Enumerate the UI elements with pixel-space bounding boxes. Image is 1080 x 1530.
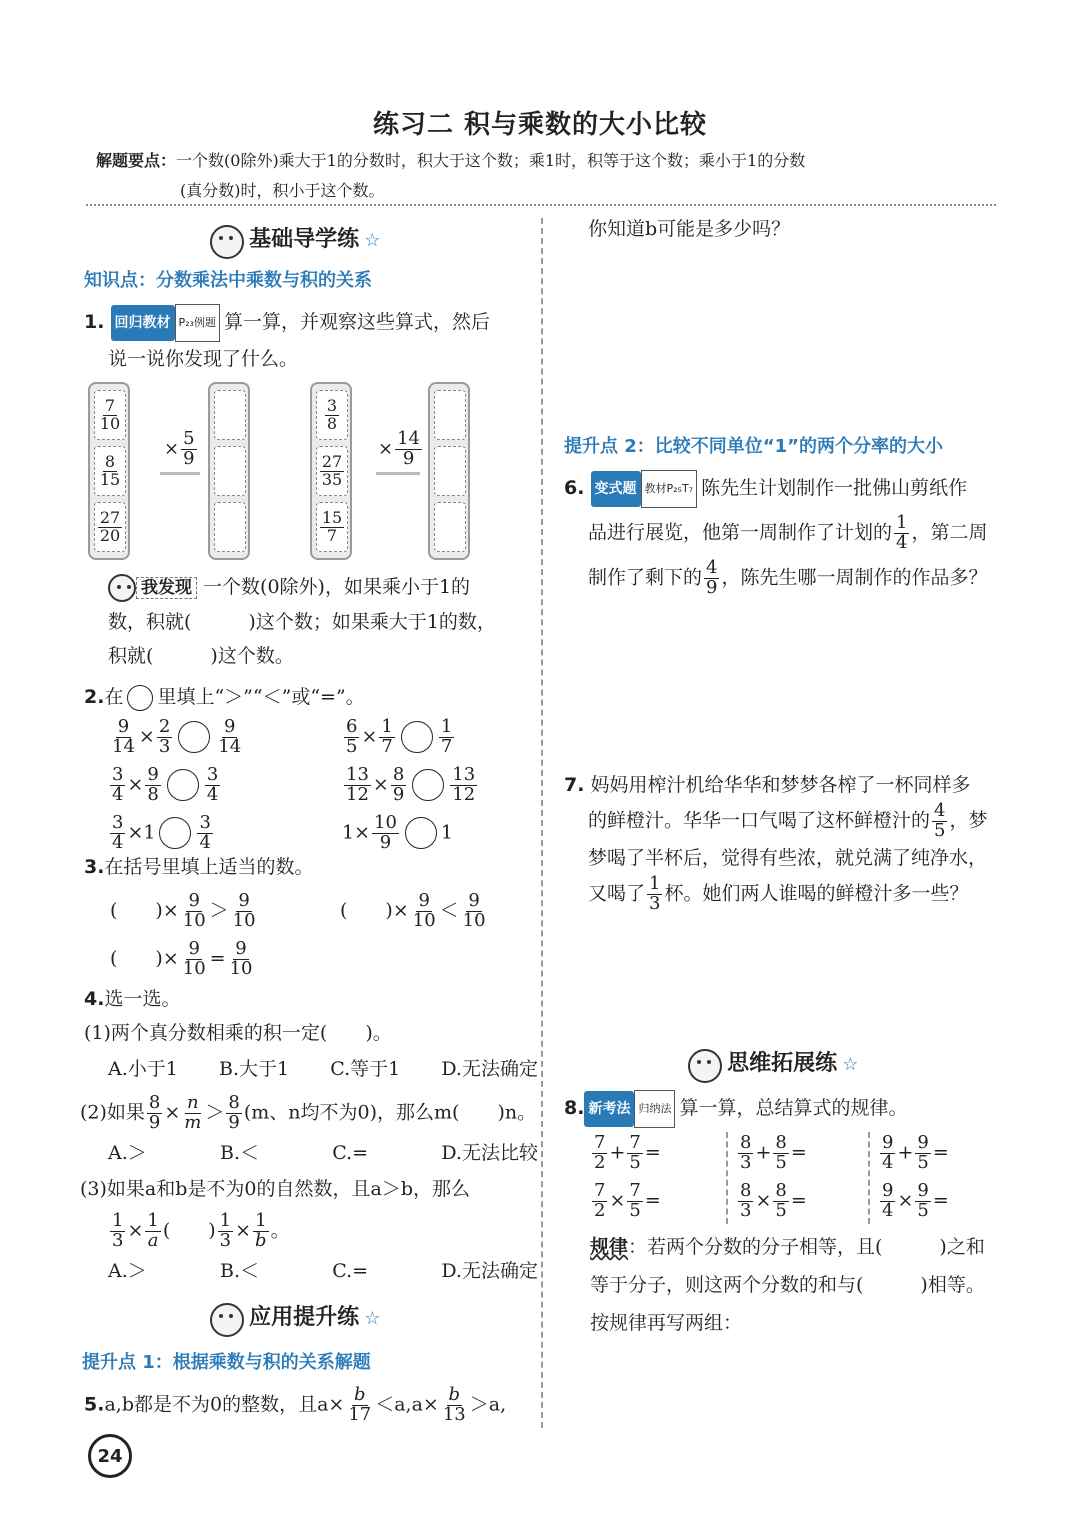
q3-row-1b: ( )× $\frac{9}{10}$ ＜ $\frac{9}{10}$ [340,890,486,931]
q3-row-1a: ( )× $\frac{9}{10}$ ＞ $\frac{9}{10}$ [110,890,256,931]
answer-box[interactable] [214,502,246,552]
star-icon: ☆ [364,1308,381,1329]
option[interactable]: D.无法确定 [441,1260,538,1282]
option[interactable]: D.无法确定 [441,1058,538,1080]
q2-text-pre: 在 [104,686,124,708]
q2-row-1b: $\frac{6}{5}$ × $\frac{1}{7}$ $\frac{1}{7}$ [346,716,453,757]
answer-circle[interactable] [412,769,444,801]
mascot-icon [108,574,136,602]
knowledge-point-2: 提升点 1：根据乘数与积的关系解题 [82,1352,371,1373]
question-6: 6. 变式题 教材P₂₅T₇ 陈先生计划制作一批佛山剪纸作 品进行展览，他第一周制作了计划的 $\frac{1}{4}$ ，第二周 制作了剩下的 $\frac{4}{9}$ ，陈先生哪一周制作的作品多？ [564,470,1004,598]
divider-line [86,204,996,206]
tips-label: 解题要点： [96,151,177,170]
q6-number: 6. [564,477,585,499]
q4-p3-expr: $\frac{1}{3}$ × $\frac{1}{a}$ ( ) $\frac{1}{3}$ × $\frac{1}{b}$ 。 [112,1210,290,1251]
circle-icon [127,685,153,711]
q1-multiplier-2: × $\frac{14}{9}$ [378,428,420,469]
q4-part-1: (1)两个真分数相乘的积一定( )。 [84,1022,392,1044]
question-1 [84,304,534,376]
arrow-icon [376,472,420,475]
q1-text-a: 算一算，并观察这些算式，然后 [223,311,490,333]
q8-expr-3a: $\frac{9}{4}$ + $\frac{9}{5}$ = [882,1132,949,1173]
q4-part-3: (3)如果a和b是不为0的自然数，且a＞b，那么 [80,1178,470,1200]
column-divider [541,218,543,1428]
fraction: $\frac{15}{7}$ [321,507,343,545]
q1-column-2 [208,382,250,560]
q6-line3b: ，陈先生哪一周制作的作品多？ [721,566,988,589]
fraction: $\frac{8}{15}$ [99,451,121,489]
section-thinking [688,1046,858,1083]
q8-tag-sub: 归纳法 [634,1090,675,1128]
option[interactable]: D.无法比较 [441,1142,538,1164]
q8-separator [726,1132,728,1224]
q4-part-2: (2)如果 $\frac{8}{9}$ × $\frac{n}{m}$ ＞ $\frac{8}{9}$ (m、n均不为0)，那么m( )n。 [80,1092,537,1133]
option[interactable]: B.大于1 [219,1058,290,1080]
option[interactable]: A.小于1 [108,1058,178,1080]
rule-b: 等于分子，则这两个分数的和与( )相等。 [590,1274,985,1296]
q8-rule [590,1230,1010,1340]
q3-number: 3. [84,856,105,878]
q7-number: 7. [564,774,585,796]
discover-a: 一个数(0除外)，如果乘小于1的 [203,576,471,598]
section-thinking-title: 思维拓展练 [727,1051,838,1076]
rule-c: 按规律再写两组： [590,1312,743,1334]
option[interactable]: A.＞ [108,1142,147,1164]
discover-tag: 我发现 [136,577,197,599]
q8-expr-2a: $\frac{8}{3}$ + $\frac{8}{5}$ = [740,1132,807,1173]
q8-number: 8. [564,1097,585,1119]
q7-line2b: ，梦 [949,809,988,832]
q2-row-1a: $\frac{9}{14}$ × $\frac{2}{3}$ $\frac{9}{14}$ [112,716,242,757]
q6-line2b: ，第二周 [911,521,988,544]
q2-row-3a: $\frac{3}{4}$ ×1 $\frac{3}{4}$ [112,812,211,853]
q2-number: 2. [84,686,105,708]
q8-separator [868,1132,870,1224]
q6-tag-sub: 教材P₂₅T₇ [641,470,698,508]
question-3 [84,850,313,884]
q6-line1: 陈先生计划制作一批佛山剪纸作 [701,477,968,499]
section-basic [210,222,380,259]
q1-column-4 [428,382,470,560]
q1-number: 1. [84,311,105,333]
star-icon: ☆ [364,230,381,251]
answer-box[interactable] [214,390,246,440]
page-title: 练习二 积与乘数的大小比较 [372,110,708,140]
q5-text3: ＞a, [469,1393,507,1416]
q8-expr-3b: $\frac{9}{4}$ × $\frac{9}{5}$ = [882,1180,949,1221]
answer-box[interactable] [214,446,246,496]
fraction: $\frac{27}{35}$ [321,451,343,489]
discover-b: 数，积就( )这个数；如果乘大于1的数， [108,611,496,633]
section-basic-title: 基础导学练 [249,227,360,252]
q4-text: 选一选。 [104,988,181,1010]
q6-line2a: 品进行展览，他第一周制作了计划的 [588,521,893,544]
q4-p2-mid: (m、n均不为0)，那么m( )n。 [243,1101,537,1124]
q4-p2-options [108,1136,538,1170]
fraction: $\frac{3}{8}$ [326,395,338,433]
knowledge-point-3: 提升点 2：比较不同单位“1”的两个分率的大小 [564,436,943,457]
mascot-icon [210,225,244,259]
option[interactable]: B.＜ [220,1142,260,1164]
solving-tips [96,146,996,206]
option[interactable]: B.＜ [220,1260,260,1282]
q5-text: a,b都是不为0的整数，且a× [104,1393,345,1416]
q4-p2-pre: (2)如果 [80,1101,145,1124]
fraction: $\frac{27}{20}$ [99,507,121,545]
answer-circle[interactable] [405,817,437,849]
q1-text-b: 说一说你发现了什么。 [108,348,299,370]
q5-text2: ＜a,a× [375,1393,439,1416]
page-number: 24 [88,1434,132,1478]
question-7: 7. 妈妈用榨汁机给华华和梦梦各榨了一杯同样多 的鲜橙汁。华华一口气喝了这杯鲜橙汁的 $\frac{4}{5}$ ，梦 梦喝了半杯后，觉得有些浓，就兑满了纯净水， 又喝了 $\frac{1}{3}$ 杯。她们两人谁喝的鲜橙汁多一些？ [564,768,1004,914]
q8-expr-1a: $\frac{7}{2}$ + $\frac{7}{5}$ = [594,1132,661,1173]
rule-label: 规律 [590,1236,629,1258]
q4-p1-options [108,1052,538,1086]
section-apply [210,1300,380,1337]
q1-discover [108,570,538,673]
q1-tag: 回归教材 [111,305,175,341]
q2-row-2b: $\frac{13}{12}$ × $\frac{8}{9}$ $\frac{13}{12}$ [346,764,476,805]
question-4 [84,982,534,1050]
answer-box[interactable] [434,390,466,440]
q3-text: 在括号里填上适当的数。 [104,856,314,878]
answer-circle[interactable] [401,721,433,753]
option[interactable]: A.＞ [108,1260,147,1282]
q7-line1: 妈妈用榨汁机给华华和梦梦各榨了一杯同样多 [590,774,971,796]
q2-row-3b: 1× $\frac{10}{9}$ 1 [342,812,454,853]
answer-box[interactable] [434,502,466,552]
q6-line3a: 制作了剩下的 [588,566,703,589]
q6-tag: 变式题 [591,471,641,507]
q1-tag-sub: P₂₃例题 [175,304,220,342]
q4-number: 4. [84,988,105,1010]
answer-box[interactable] [434,446,466,496]
q8-tag: 新考法 [584,1091,634,1127]
q1-column-1 [88,382,130,560]
q8-expr-2b: $\frac{8}{3}$ × $\frac{8}{5}$ = [740,1180,807,1221]
q8-text: 算一算，总结算式的规律。 [679,1097,908,1119]
q2-row-2a: $\frac{3}{4}$ × $\frac{9}{8}$ $\frac{3}{4}$ [112,764,219,805]
rule-a: ：若两个分数的分子相等，且( )之和 [628,1236,985,1258]
discover-c: 积就( )这个数。 [108,645,294,667]
q1-column-3 [310,382,352,560]
q8-expr-1b: $\frac{7}{2}$ × $\frac{7}{5}$ = [594,1180,661,1221]
answer-circle[interactable] [159,817,191,849]
knowledge-point-1: 知识点：分数乘法中乘数与积的关系 [84,270,372,291]
q5-number: 5. [84,1393,105,1416]
q7-line4b: 杯。她们两人谁喝的鲜橙汁多一些？ [664,882,969,905]
question-5: 5.a,b都是不为0的整数，且a× $\frac{b}{17}$ ＜a,a× $\frac{b}{13}$ ＞a, [84,1384,507,1425]
question-8 [564,1090,907,1128]
q1-multiplier-1: × $\frac{5}{9}$ [164,428,195,469]
q3-row-2: ( )× $\frac{9}{10}$ = $\frac{9}{10}$ [110,938,253,979]
fraction: $\frac{7}{10}$ [99,395,121,433]
answer-circle[interactable] [178,721,210,753]
section-apply-title: 应用提升练 [249,1305,360,1330]
q4-p3-options [108,1254,538,1288]
q7-line2a: 的鲜橙汁。华华一口气喝了这杯鲜橙汁的 [588,809,931,832]
answer-circle[interactable] [167,769,199,801]
mascot-icon [688,1049,722,1083]
option[interactable]: C.= [332,1260,369,1282]
q7-line3: 梦喝了半杯后，觉得有些浓，就兑满了纯净水， [588,846,988,869]
tips-line1: 一个数(0除外)乘大于1的分数时，积大于这个数；乘1时，积等于这个数；乘小于1的分数 [176,151,806,170]
star-icon: ☆ [842,1054,859,1075]
option[interactable]: C.等于1 [330,1058,401,1080]
tips-line2: (真分数)时，积小于这个数。 [180,181,385,200]
arrow-icon [160,472,200,475]
question-2 [84,680,365,714]
q5-continuation: 你知道b可能是多少吗？ [588,218,791,240]
q2-text-post: 里填上“＞”“＜”或“=”。 [157,686,365,708]
q7-line4a: 又喝了 [588,882,646,905]
mascot-icon [210,1303,244,1337]
option[interactable]: C.= [332,1142,369,1164]
